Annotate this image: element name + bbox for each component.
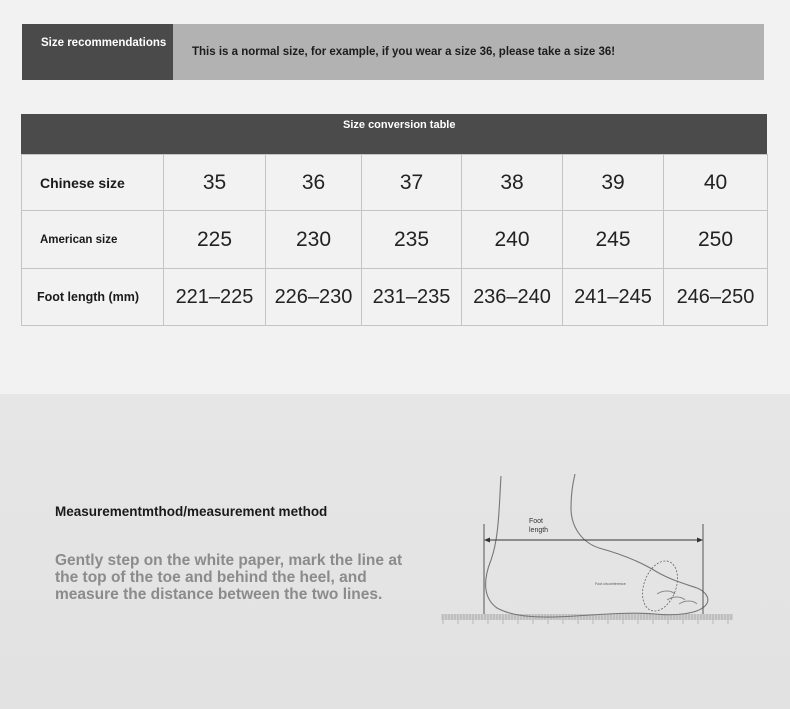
table-cell: 37 <box>362 155 462 211</box>
row-label: American size <box>22 211 164 269</box>
size-recommendation-label: Size recommendations <box>22 24 173 80</box>
table-cell: 36 <box>266 155 362 211</box>
measurement-title: Measurementmthod/measurement method <box>55 504 328 519</box>
size-recommendation-banner <box>22 24 764 80</box>
foot-length-label-box <box>529 517 569 541</box>
table-cell: 39 <box>563 155 664 211</box>
toes-detail <box>657 591 697 604</box>
foot-length-label: Foot length <box>529 518 549 534</box>
table-cell: 250 <box>664 211 768 269</box>
table-cell: 241–245 <box>563 269 664 326</box>
table-cell: 40 <box>664 155 768 211</box>
table-row-chinese-size <box>22 155 768 211</box>
table-cell: 35 <box>164 155 266 211</box>
size-table-grid <box>21 154 768 326</box>
row-label: Chinese size <box>22 155 164 211</box>
circumference-ellipse <box>636 556 684 616</box>
row-label: Foot length (mm) <box>22 269 164 326</box>
table-row-american-size <box>22 211 768 269</box>
table-cell: 225 <box>164 211 266 269</box>
table-cell: 245 <box>563 211 664 269</box>
table-cell: 236–240 <box>462 269 563 326</box>
table-cell: 38 <box>462 155 563 211</box>
foot-measurement-illustration <box>435 468 745 638</box>
table-cell: 235 <box>362 211 462 269</box>
measurement-section <box>0 394 790 709</box>
table-row-foot-length <box>22 269 768 326</box>
size-conversion-table <box>21 114 767 326</box>
table-cell: 246–250 <box>664 269 768 326</box>
measurement-description: Gently step on the white paper, mark the line at the top of the toe and behind the heel, and measure the distance between the two lines. <box>55 552 403 603</box>
size-recommendation-text: This is a normal size, for example, if you wear a size 36, please take a size 36! <box>192 46 616 58</box>
table-cell: 221–225 <box>164 269 266 326</box>
circumference-label: Foot circumference <box>595 582 626 586</box>
size-table-title: Size conversion table <box>21 114 767 154</box>
arrow-left-head <box>484 538 490 543</box>
foot-outline <box>486 474 708 617</box>
arrow-right-head <box>697 538 703 543</box>
table-cell: 231–235 <box>362 269 462 326</box>
table-cell: 240 <box>462 211 563 269</box>
table-cell: 226–230 <box>266 269 362 326</box>
table-cell: 230 <box>266 211 362 269</box>
